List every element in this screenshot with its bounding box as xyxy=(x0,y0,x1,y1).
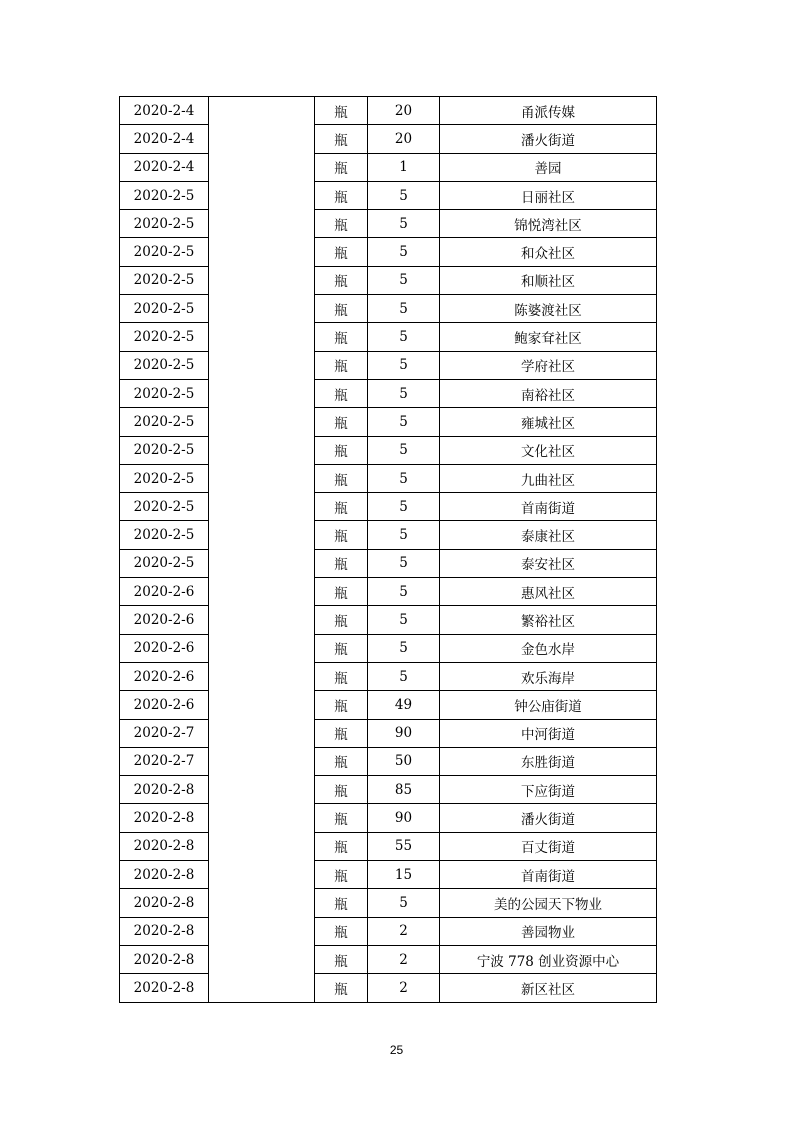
recipient-cell: 日丽社区 xyxy=(440,181,657,209)
quantity-cell: 5 xyxy=(368,323,440,351)
quantity-cell: 20 xyxy=(368,97,440,125)
quantity-cell: 5 xyxy=(368,181,440,209)
recipient-cell: 鲍家耷社区 xyxy=(440,323,657,351)
date-cell: 2020-2-5 xyxy=(120,549,209,577)
date-cell: 2020-2-6 xyxy=(120,634,209,662)
recipient-cell: 善园物业 xyxy=(440,917,657,945)
unit-cell: 瓶 xyxy=(315,691,368,719)
quantity-cell: 2 xyxy=(368,945,440,973)
date-cell: 2020-2-6 xyxy=(120,662,209,690)
quantity-cell: 55 xyxy=(368,832,440,860)
recipient-cell: 陈婆渡社区 xyxy=(440,295,657,323)
unit-cell: 瓶 xyxy=(315,153,368,181)
date-cell: 2020-2-6 xyxy=(120,691,209,719)
table-row xyxy=(120,606,657,634)
unit-cell: 瓶 xyxy=(315,832,368,860)
unit-cell: 瓶 xyxy=(315,634,368,662)
quantity-cell: 5 xyxy=(368,521,440,549)
quantity-cell: 5 xyxy=(368,295,440,323)
unit-cell: 瓶 xyxy=(315,606,368,634)
quantity-cell: 2 xyxy=(368,974,440,1002)
date-cell: 2020-2-5 xyxy=(120,266,209,294)
table-row xyxy=(120,662,657,690)
recipient-cell: 下应街道 xyxy=(440,776,657,804)
table-row xyxy=(120,917,657,945)
quantity-cell: 5 xyxy=(368,578,440,606)
date-cell: 2020-2-5 xyxy=(120,464,209,492)
quantity-cell: 5 xyxy=(368,606,440,634)
unit-cell: 瓶 xyxy=(315,861,368,889)
recipient-cell: 善园 xyxy=(440,153,657,181)
unit-cell: 瓶 xyxy=(315,917,368,945)
date-cell: 2020-2-8 xyxy=(120,861,209,889)
donation-table xyxy=(119,96,657,1003)
unit-cell: 瓶 xyxy=(315,125,368,153)
table-row xyxy=(120,747,657,775)
table-row xyxy=(120,181,657,209)
date-cell: 2020-2-6 xyxy=(120,578,209,606)
quantity-cell: 5 xyxy=(368,351,440,379)
date-cell: 2020-2-4 xyxy=(120,153,209,181)
quantity-cell: 5 xyxy=(368,464,440,492)
date-cell: 2020-2-4 xyxy=(120,97,209,125)
quantity-cell: 90 xyxy=(368,804,440,832)
date-cell: 2020-2-8 xyxy=(120,776,209,804)
date-cell: 2020-2-8 xyxy=(120,889,209,917)
unit-cell: 瓶 xyxy=(315,97,368,125)
recipient-cell: 惠风社区 xyxy=(440,578,657,606)
table-row xyxy=(120,974,657,1002)
unit-cell: 瓶 xyxy=(315,408,368,436)
quantity-cell: 5 xyxy=(368,436,440,464)
table-row xyxy=(120,436,657,464)
unit-cell: 瓶 xyxy=(315,578,368,606)
quantity-cell: 5 xyxy=(368,238,440,266)
table-row xyxy=(120,266,657,294)
table-row xyxy=(120,153,657,181)
date-cell: 2020-2-8 xyxy=(120,945,209,973)
recipient-cell: 潘火街道 xyxy=(440,125,657,153)
recipient-cell: 和众社区 xyxy=(440,238,657,266)
recipient-cell: 百丈街道 xyxy=(440,832,657,860)
recipient-cell: 文化社区 xyxy=(440,436,657,464)
date-cell: 2020-2-7 xyxy=(120,719,209,747)
recipient-cell: 中河街道 xyxy=(440,719,657,747)
unit-cell: 瓶 xyxy=(315,266,368,294)
unit-cell: 瓶 xyxy=(315,719,368,747)
date-cell: 2020-2-8 xyxy=(120,917,209,945)
quantity-cell: 5 xyxy=(368,210,440,238)
recipient-cell: 甬派传媒 xyxy=(440,97,657,125)
quantity-cell: 49 xyxy=(368,691,440,719)
recipient-cell: 新区社区 xyxy=(440,974,657,1002)
quantity-cell: 5 xyxy=(368,549,440,577)
table-row xyxy=(120,719,657,747)
blank-merged-cell xyxy=(209,97,315,1003)
recipient-cell: 东胜街道 xyxy=(440,747,657,775)
quantity-cell: 5 xyxy=(368,408,440,436)
recipient-cell: 金色水岸 xyxy=(440,634,657,662)
recipient-cell: 九曲社区 xyxy=(440,464,657,492)
quantity-cell: 1 xyxy=(368,153,440,181)
date-cell: 2020-2-8 xyxy=(120,804,209,832)
date-cell: 2020-2-5 xyxy=(120,379,209,407)
date-cell: 2020-2-5 xyxy=(120,323,209,351)
quantity-cell: 5 xyxy=(368,266,440,294)
table-row xyxy=(120,379,657,407)
table-row xyxy=(120,210,657,238)
date-cell: 2020-2-6 xyxy=(120,606,209,634)
unit-cell: 瓶 xyxy=(315,181,368,209)
quantity-cell: 20 xyxy=(368,125,440,153)
table-row xyxy=(120,776,657,804)
quantity-cell: 50 xyxy=(368,747,440,775)
table-row xyxy=(120,578,657,606)
unit-cell: 瓶 xyxy=(315,493,368,521)
date-cell: 2020-2-7 xyxy=(120,747,209,775)
quantity-cell: 15 xyxy=(368,861,440,889)
unit-cell: 瓶 xyxy=(315,974,368,1002)
quantity-cell: 90 xyxy=(368,719,440,747)
recipient-cell: 首南街道 xyxy=(440,493,657,521)
quantity-cell: 5 xyxy=(368,662,440,690)
quantity-cell: 5 xyxy=(368,493,440,521)
recipient-cell: 繁裕社区 xyxy=(440,606,657,634)
quantity-cell: 5 xyxy=(368,634,440,662)
date-cell: 2020-2-5 xyxy=(120,210,209,238)
unit-cell: 瓶 xyxy=(315,889,368,917)
recipient-cell: 和顺社区 xyxy=(440,266,657,294)
quantity-cell: 2 xyxy=(368,917,440,945)
recipient-cell: 雍城社区 xyxy=(440,408,657,436)
table-row xyxy=(120,549,657,577)
unit-cell: 瓶 xyxy=(315,295,368,323)
date-cell: 2020-2-5 xyxy=(120,493,209,521)
table-row xyxy=(120,889,657,917)
date-cell: 2020-2-5 xyxy=(120,351,209,379)
date-cell: 2020-2-5 xyxy=(120,181,209,209)
recipient-cell: 钟公庙街道 xyxy=(440,691,657,719)
table-row xyxy=(120,238,657,266)
unit-cell: 瓶 xyxy=(315,662,368,690)
date-cell: 2020-2-5 xyxy=(120,295,209,323)
recipient-cell: 学府社区 xyxy=(440,351,657,379)
unit-cell: 瓶 xyxy=(315,747,368,775)
table-row xyxy=(120,804,657,832)
quantity-cell: 5 xyxy=(368,379,440,407)
recipient-cell: 锦悦湾社区 xyxy=(440,210,657,238)
date-cell: 2020-2-8 xyxy=(120,974,209,1002)
table-row xyxy=(120,125,657,153)
unit-cell: 瓶 xyxy=(315,464,368,492)
unit-cell: 瓶 xyxy=(315,210,368,238)
table-row xyxy=(120,97,657,125)
table-row xyxy=(120,832,657,860)
table-row xyxy=(120,351,657,379)
recipient-cell: 美的公园天下物业 xyxy=(440,889,657,917)
unit-cell: 瓶 xyxy=(315,238,368,266)
unit-cell: 瓶 xyxy=(315,436,368,464)
recipient-cell: 潘火街道 xyxy=(440,804,657,832)
unit-cell: 瓶 xyxy=(315,351,368,379)
recipient-cell: 欢乐海岸 xyxy=(440,662,657,690)
table-row xyxy=(120,945,657,973)
unit-cell: 瓶 xyxy=(315,804,368,832)
date-cell: 2020-2-8 xyxy=(120,832,209,860)
quantity-cell: 5 xyxy=(368,889,440,917)
table-row xyxy=(120,691,657,719)
recipient-cell: 泰安社区 xyxy=(440,549,657,577)
table-row xyxy=(120,295,657,323)
unit-cell: 瓶 xyxy=(315,521,368,549)
recipient-cell: 泰康社区 xyxy=(440,521,657,549)
date-cell: 2020-2-5 xyxy=(120,521,209,549)
date-cell: 2020-2-4 xyxy=(120,125,209,153)
table-row xyxy=(120,323,657,351)
table-row xyxy=(120,464,657,492)
recipient-cell: 首南街道 xyxy=(440,861,657,889)
date-cell: 2020-2-5 xyxy=(120,408,209,436)
table-body xyxy=(120,97,657,1003)
table-row xyxy=(120,634,657,662)
unit-cell: 瓶 xyxy=(315,379,368,407)
table-row xyxy=(120,861,657,889)
table-row xyxy=(120,521,657,549)
page-number: 25 xyxy=(389,1043,404,1057)
date-cell: 2020-2-5 xyxy=(120,436,209,464)
unit-cell: 瓶 xyxy=(315,945,368,973)
table-row xyxy=(120,493,657,521)
recipient-cell: 宁波 778 创业资源中心 xyxy=(440,945,657,973)
date-cell: 2020-2-5 xyxy=(120,238,209,266)
unit-cell: 瓶 xyxy=(315,549,368,577)
unit-cell: 瓶 xyxy=(315,776,368,804)
quantity-cell: 85 xyxy=(368,776,440,804)
table-row xyxy=(120,408,657,436)
recipient-cell: 南裕社区 xyxy=(440,379,657,407)
unit-cell: 瓶 xyxy=(315,323,368,351)
